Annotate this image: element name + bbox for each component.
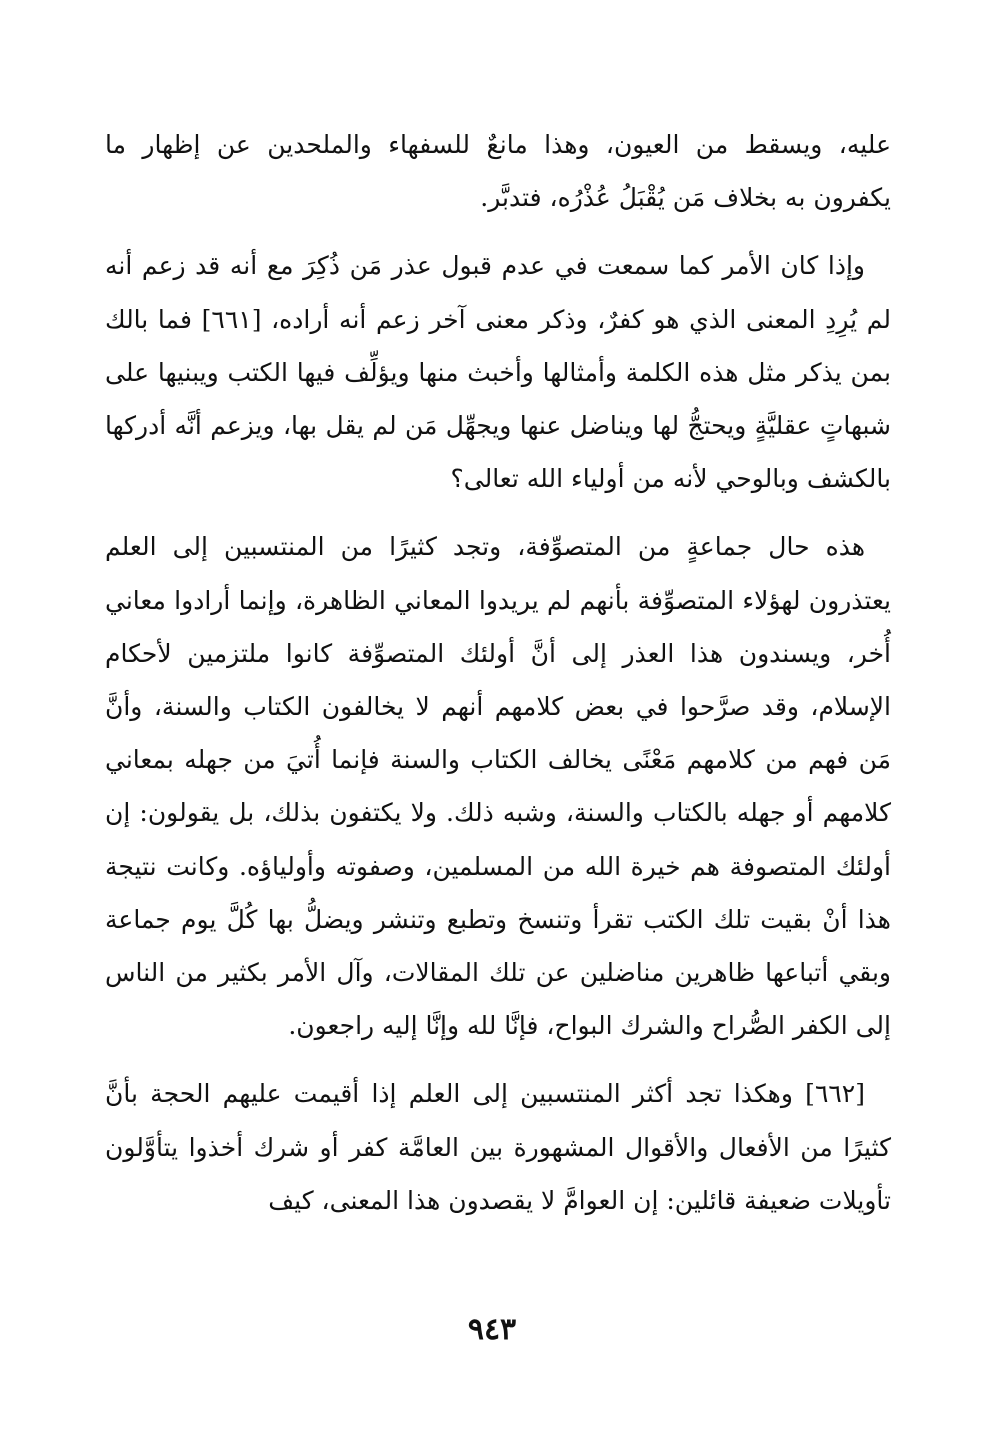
paragraph-continuation: عليه، ويسقط من العيون، وهذا مانعٌ للسفهاء والملحدين عن إظهار ما يكفرون به بخلاف مَن يُقْبَلُ عُذْرُه، فتدبَّر. [105, 130, 891, 213]
page-number: ٩٤٣ [467, 1312, 517, 1347]
paragraph-scholars-interpretation: [٦٦٢] وهكذا تجد أكثر المنتسبين إلى العلم إذا أقيمت عليهم الحجة بأنَّ كثيرًا من الأفعال والأقوال المشهورة بين العامَّة كفر أو شرك أخذوا يتأوَّلون تأويلات ضعيفة قائلين: إن العوامَّ لا يقصدون هذا المعنى، كيف [105, 1079, 891, 1215]
paragraph-sufi-group: هذه حال جماعةٍ من المتصوِّفة، وتجد كثيرًا من المنتسبين إلى العلم يعتذرون لهؤلاء المتصوِّفة بأنهم لم يريدوا المعاني الظاهرة، وإنما أرادوا معاني أُخر، ويسندون هذا العذر إلى أنَّ أولئك المتصوِّفة كانوا ملتزمين لأحكام الإسلام، وقد صرَّحوا في بعض كلامهم أنهم لا يخالفون الكتاب والسنة، وأنَّ مَن فهم من كلامهم مَعْنًى يخالف الكتاب والسنة فإنما أُتيَ من جهله بمعاني كلامهم أو جهله بالكتاب والسنة، وشبه ذلك. ولا يكتفون بذلك، بل يقولون: إن أولئك المتصوفة هم خيرة الله من المسلمين، وصفوته وأولياؤه. وكانت نتيجة هذا أنْ بقيت تلك الكتب تقرأ وتنسخ وتطبع وتنشر ويضلُّ بها كُلَّ يوم جماعة وبقي أتباعها ظاهرين مناضلين عن تلك المقالات، وآل الأمر بكثير من الناس إلى الكفر الصُّراح والشرك البواح، فإنَّا لله وإنَّا إليه راجعون. [105, 532, 891, 1041]
paragraph-excuse-rejection: وإذا كان الأمر كما سمعت في عدم قبول عذر مَن ذُكِرَ مع أنه قد زعم أنه لم يُرِدِ المعنى الذي هو كفرٌ، وذكر معنى آخر زعم أنه أراده، [٦٦١] فما بالك بمن يذكر مثل هذه الكلمة وأمثالها وأخبث منها ويؤلِّف فيها الكتب ويبنيها على شبهاتٍ عقليَّةٍ ويحتجُّ لها ويناضل عنها ويجهِّل مَن لم يقل بها، ويزعم أنَّه أدركها بالكشف وبالوحي لأنه من أولياء الله تعالى؟ [105, 251, 891, 494]
page-body [105, 118, 891, 1242]
